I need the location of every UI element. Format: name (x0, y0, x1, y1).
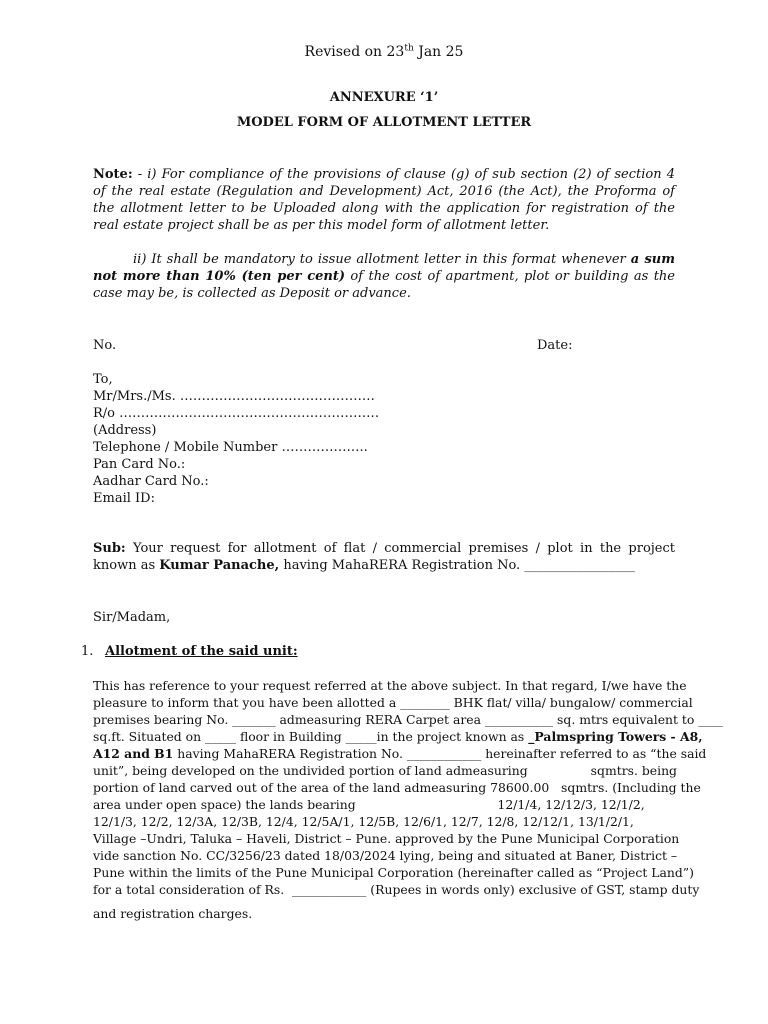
revision-date-text: Revised on 23 (304, 44, 405, 60)
subject-paragraph (93, 540, 675, 574)
address-to: To, (93, 372, 113, 387)
address-placeholder: (Address) (93, 423, 157, 438)
note-paragraph-1 (93, 166, 675, 234)
letter-date-label: Date: (537, 338, 573, 353)
body-line: for a total consideration of Rs. ____________ (Rupees in words only) exclusive of GST, stamp duty (93, 882, 700, 897)
body-line: This has reference to your request referred at the above subject. In that regard, I/we have the (93, 678, 687, 693)
subject-project-name: Kumar Panache, (159, 558, 280, 573)
body-line: unit”, being developed on the undivided portion of land admeasuring sqmtrs. being (93, 763, 677, 778)
address-residence: R/o …………………………………………………… (93, 406, 380, 421)
annexure-title: ANNEXURE ‘1’ (329, 90, 439, 105)
address-pan: Pan Card No.: (93, 457, 186, 472)
address-block (93, 371, 379, 507)
address-phone: Telephone / Mobile Number ……………….. (93, 440, 368, 455)
address-aadhar: Aadhar Card No.: (93, 474, 209, 489)
revision-date-month: Jan 25 (413, 44, 464, 60)
revision-date-suffix: th (404, 43, 414, 54)
body-line-text: sq.ft. Situated on _____ floor in Building _____in the project known as (93, 729, 529, 744)
section-1-body (93, 677, 724, 922)
subject-label: Sub: (93, 541, 126, 556)
body-line: vide sanction No. CC/3256/23 dated 18/03/2024 lying, being and situated at Baner, District – (93, 848, 678, 863)
body-line: Village –Undri, Taluka – Haveli, District – Pune. approved by the Pune Municipal Corporation (93, 831, 680, 846)
section-1-heading: Allotment of the said unit: (105, 644, 298, 659)
body-project-name: _Palmspring Towers - A8, (528, 729, 703, 744)
body-line: Pune within the limits of the Pune Municipal Corporation (hereinafter called as “Project Land”) (93, 865, 694, 880)
body-line-project (93, 728, 703, 745)
letter-number-label: No. (93, 338, 117, 353)
body-line: 12/1/3, 12/2, 12/3A, 12/3B, 12/4, 12/5A/1, 12/5B, 12/6/1, 12/7, 12/8, 12/12/1, 13/1/2/1, (93, 814, 634, 829)
body-line: pleasure to inform that you have been allotted a ________ BHK flat/ villa/ bungalow/ commercial (93, 695, 693, 710)
note-text-2-end: of the cost of apartment, plot or building as the case may be, is collected as Deposit or advance. (93, 269, 675, 301)
address-email: Email ID: (93, 491, 155, 506)
form-title: MODEL FORM OF ALLOTMENT LETTER (236, 115, 532, 130)
note-text-2-bold: a sum not more than 10% (ten per cent) (93, 252, 675, 284)
salutation: Sir/Madam, (93, 610, 171, 625)
body-line: portion of land carved out of the area of the land admeasuring 78600.00 sqmtrs. (Including the (93, 780, 701, 795)
subject-text-2: having MahaRERA Registration No. _________________ (279, 558, 635, 573)
body-line-text: having MahaRERA Registration No. ____________ hereinafter referred to as “the said (173, 746, 707, 761)
section-1-number: 1. (81, 644, 94, 659)
note-text-1: - i) For compliance of the provisions of clause (g) of sub section (2) of section 4 of the real estate (Regulation and Development) Act, 2016 (the Act), the Proforma of the allotment letter to be Uploaded along with the application for registration of the real estate project shall be as per this model form of allotment letter. (93, 167, 675, 233)
address-name: Mr/Mrs./Ms. ……………………………………… (93, 389, 375, 404)
body-line: area under open space) the lands bearing 12/1/4, 12/12/3, 12/1/2, (93, 797, 645, 812)
note-paragraph-2 (93, 251, 675, 302)
note-text-2-start: ii) It shall be mandatory to issue allotment letter in this format whenever (133, 252, 631, 267)
body-line: premises bearing No. _______ admeasuring RERA Carpet area ___________ sq. mtrs equivalent to ____ (93, 712, 724, 727)
body-line: and registration charges. (93, 906, 253, 921)
body-building-names: A12 and B1 (93, 746, 174, 761)
revision-note (0, 44, 768, 61)
note-label: Note: (93, 167, 133, 182)
body-line-buildings (93, 745, 707, 762)
subject-text-1: Your request for allotment of flat / commercial premises / plot in the project known as (93, 541, 675, 573)
